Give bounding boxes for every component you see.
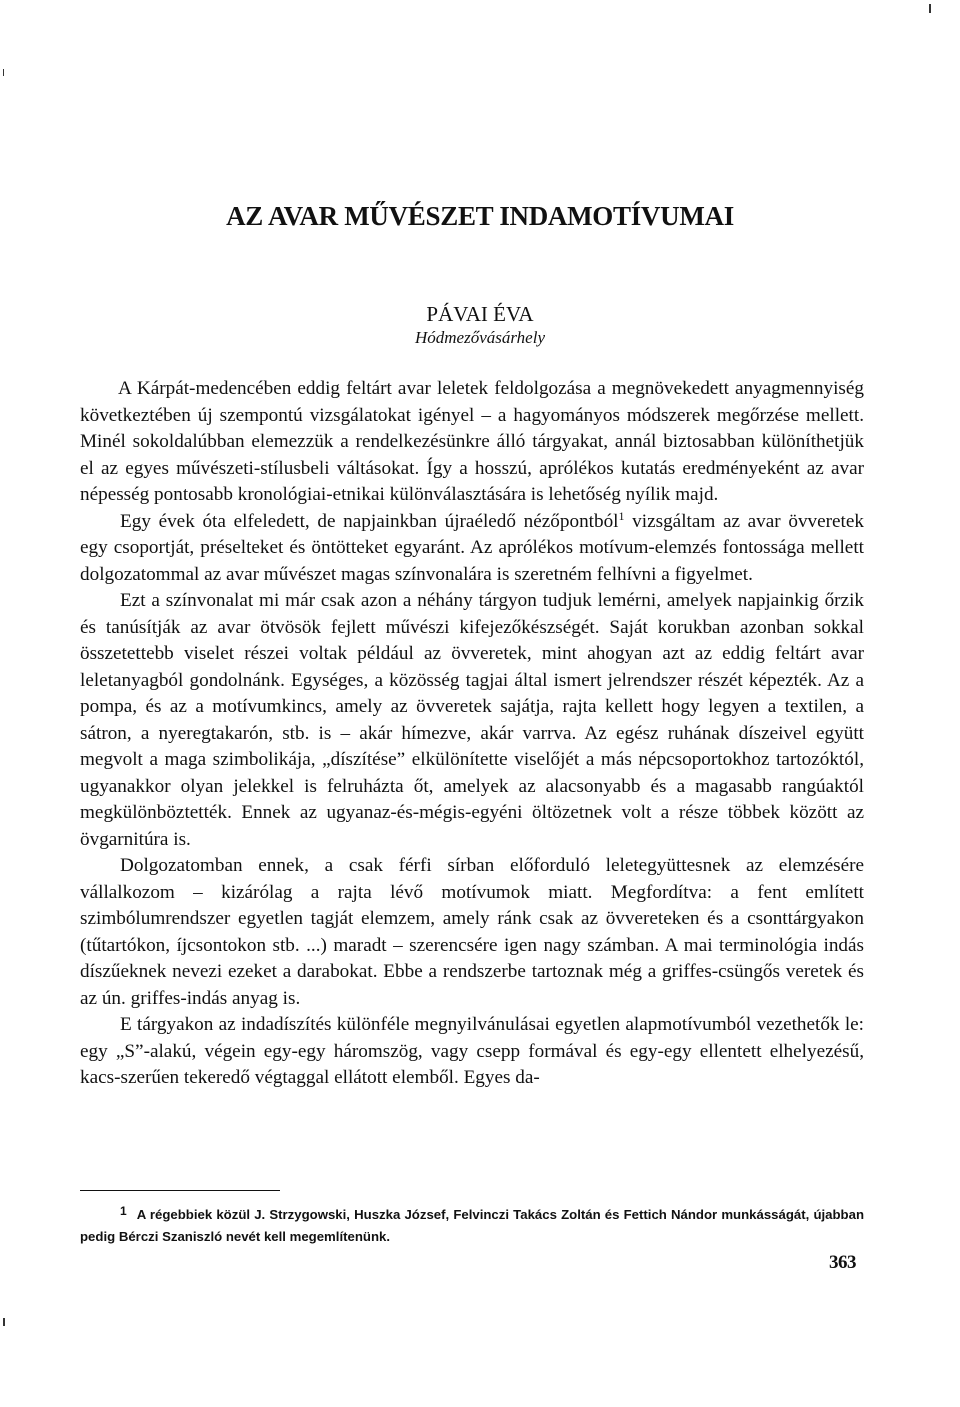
footnote [80,1200,864,1248]
paragraph-1: A Kárpát-medencében eddig feltárt avar leletek feldolgozása a megnövekedett anyagmennyiség következtében új szempontú vizsgálatokat igényel – a hagyományos módszerek megőrzése mellett. Minél sokoldalúbban elemezzük a rendelkezésünkre álló tárgyakat, annál biztosabban különíthetjük el az egyes művészeti-stílusbeli váltásokat. Így a hosszú, aprólékos kutatás eredményeként az avar népesség pontosabb kronológiai-etnikai különválasztására is lehetőség nyílik majd. [80,378,864,505]
paragraph-5: E tárgyakon az indadíszítés különféle megnyilvánulásai egyetlen alapmotívumból vezethetők le: egy „S”-alakú, végein egy-egy háromszög, vagy csepp formával és egy-egy ellentett elhelyezésű, kacs-szerűen tekeredő végtaggal ellátott elemből. Egyes da- [80,1014,864,1088]
footnote-number: 1 [120,1204,127,1218]
scan-speck-left-bottom [3,1318,5,1326]
author-affiliation: Hódmezővásárhely [415,328,545,347]
paragraph-2-start: Egy évek óta elfeledett, de napjainkban újraéledő nézőpontból [120,510,619,532]
footnote-divider [80,1190,280,1191]
author-name: PÁVAI ÉVA [426,302,534,326]
paragraph-4: Dolgozatomban ennek, a csak férfi sírban előforduló leletegyüttesnek az elemzésére vállalkozom – kizárólag a rajta lévő motívumok miatt. Megfordítva: a fent említett szimbólumrendszer egyetlen tagját elemzem, amely ránk csak az övvereteken és a csonttárgyakon (tűtartókon, íjcsontokon stb. ...) maradt – szerencsére igen nagy számban. A mai terminológia indás díszűeknek nevezi ezeket a darabokat. Ebbe a rendszerbe tartoznak még a griffes-csüngős veretek és az ún. griffes-indás anyag is. [80,855,864,1009]
paragraph-2-end: vizsgáltam az avar övveretek egy csoportját, préselteket és öntötteket egyaránt. Az aprólékos motívum-elemzés fontossága mellett dolgozatommal az avar művészet magas színvonalára is szeretném felhívni a figyelmet. [80,510,864,585]
footnote-text: A régebbiek közül J. Strzygowski, Huszka József, Felvinczi Takács Zoltán és Fettich Nándor munkásságát, újabban pedig Bérczi Szaniszló nevét kell megemlítenünk. [80,1207,864,1244]
scan-speck-top-right [929,4,931,13]
article-body [80,376,864,1092]
footnote-reference[interactable]: 1 [618,508,625,523]
scan-speck-left-top [3,69,4,76]
paragraph-3: Ezt a színvonalat mi már csak azon a néhány tárgyon tudjuk lemérni, amelyek napjainkig őrzik és tanúsítják az avar ötvösök fejlett művészi kifejezőkészségét. Saját korukban azonban sokkal összetettebb viselet részei voltak például az övveretek, mint ahogyan azt az eddig feltárt avar leletanyagból gondolnánk. Egységes, a közösség tagjai által ismert jelrendszer részét képezték. Az a pompa, és az a motívumkincs, amely az övveretek sajátja, rajta kellett hogy legyen a textilen, a sátron, a nyeregtakarón, stb. is – akár hímezve, akár varrva. Az egész ruhának díszeivel együtt megvolt a maga szimbolikája, „díszítése” elkülönítette viselőjét a más népcsoportokhoz tartozóktól, ugyanakkor olyan jelekkel is felruházta őt, amelyek az alacsonyabb és a magasabb rangúaktól megkülönböztették. Ennek az ugyanaz-és-mégis-egyéni öltözetnek volt a része többek között az övgarnitúra is. [80,590,864,850]
page-title: AZ AVAR MŰVÉSZET INDAMOTÍVUMAI [226,201,734,231]
paragraph-2 [80,509,864,589]
page-number: 363 [829,1252,856,1273]
